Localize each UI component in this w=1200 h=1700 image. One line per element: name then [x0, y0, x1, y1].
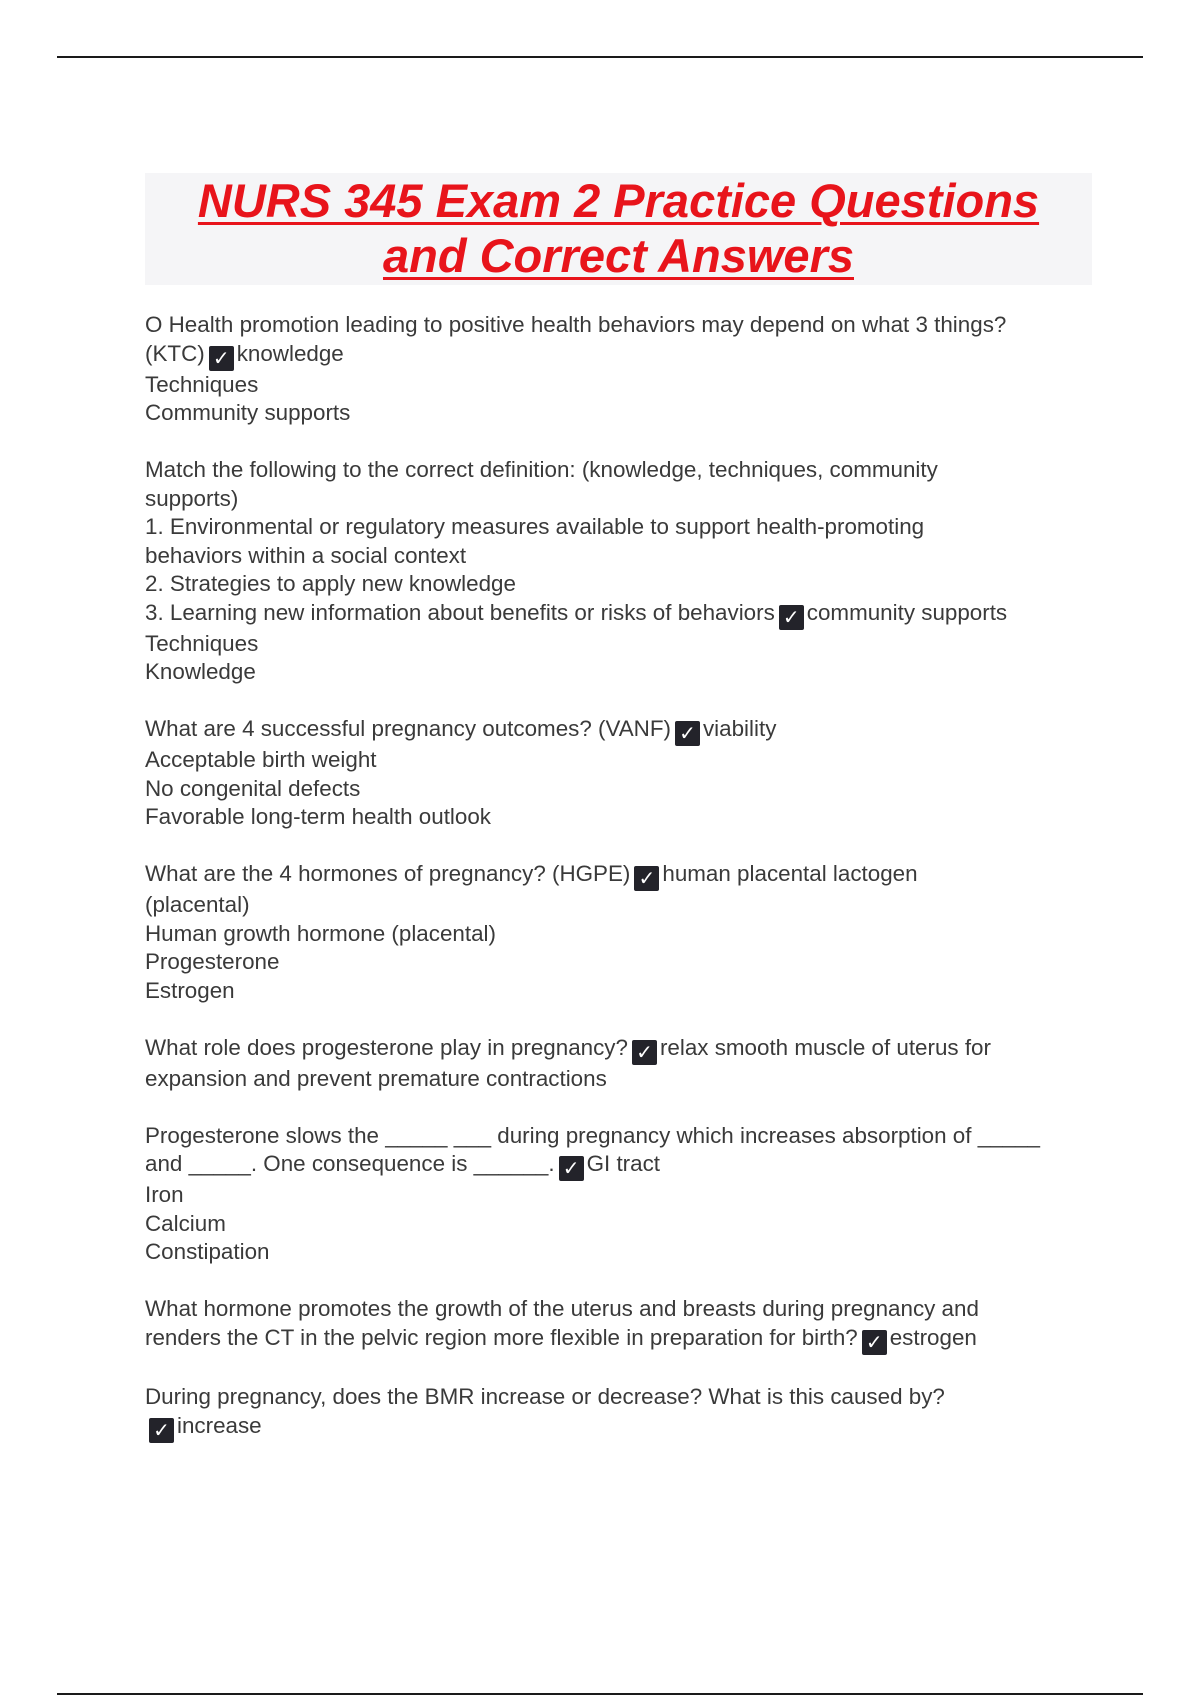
question-text: 2. Strategies to apply new knowledge — [145, 571, 516, 596]
question-line — [145, 340, 1095, 371]
question-text: supports) — [145, 485, 239, 511]
question-line — [145, 1412, 1095, 1443]
answer-line: Human growth hormone (placental) — [145, 920, 496, 946]
answer-line: Techniques — [145, 371, 259, 397]
answer-line: expansion and prevent premature contractions — [145, 1065, 607, 1091]
question-text: behaviors within a social context — [145, 542, 467, 568]
question-line — [145, 1122, 1095, 1151]
question-text: Match the following to the correct definition: (knowledge, techniques, community — [145, 457, 938, 482]
question-text: and _____. One consequence is ______. — [145, 1151, 555, 1176]
check-box-icon: ✓ — [779, 605, 804, 630]
question-text: renders the CT in the pelvic region more flexible in preparation for birth? — [145, 1324, 858, 1350]
qa-item — [145, 1295, 1095, 1355]
check-box-icon: ✓ — [632, 1040, 657, 1065]
qa-item — [145, 1034, 1095, 1094]
qa-item — [145, 715, 1095, 832]
answer-text: human placental lactogen — [662, 861, 918, 886]
question-line — [145, 1034, 1095, 1065]
answer-line: Techniques — [145, 630, 259, 656]
answer-line: Favorable long-term health outlook — [145, 804, 492, 829]
question-text: What are 4 successful pregnancy outcomes? (VANF) — [145, 716, 671, 741]
answer-line: Progesterone — [145, 949, 280, 974]
bottom-rule — [57, 1693, 1143, 1695]
question-line — [145, 1383, 1095, 1412]
answer-line: No congenital defects — [145, 775, 361, 801]
question-line — [145, 715, 1095, 746]
question-list — [145, 311, 1095, 1471]
answer-line: Knowledge — [145, 659, 256, 684]
question-text: 3. Learning new information about benefits or risks of behaviors — [145, 599, 775, 625]
question-line — [145, 570, 1095, 599]
check-box-icon: ✓ — [675, 721, 700, 746]
question-line — [145, 1295, 1095, 1324]
question-text: O Health promotion leading to positive health behaviors may depend on what 3 things? — [145, 312, 1007, 337]
answer-line: Community supports — [145, 400, 351, 425]
document-title — [145, 173, 1092, 285]
question-line — [145, 485, 1095, 514]
question-text: What role does progesterone play in pregnancy? — [145, 1034, 628, 1060]
answer-text: relax smooth muscle of uterus for — [659, 1034, 991, 1060]
question-line — [145, 456, 1095, 485]
answer-line: Acceptable birth weight — [145, 747, 377, 772]
qa-item — [145, 860, 1095, 1005]
question-line — [145, 513, 1095, 542]
question-text: What are the 4 hormones of pregnancy? (HGPE) — [145, 861, 631, 886]
check-box-icon: ✓ — [862, 1330, 887, 1355]
answer-text: viability — [702, 716, 777, 741]
check-box-icon: ✓ — [559, 1156, 584, 1181]
answer-text: estrogen — [889, 1324, 977, 1350]
answer-line: Calcium — [145, 1210, 226, 1236]
question-line — [145, 860, 1095, 891]
answer-line: (placental) — [145, 892, 250, 917]
question-text: 1. Environmental or regulatory measures available to support health-promoting — [145, 514, 925, 539]
qa-item — [145, 311, 1095, 428]
check-box-icon: ✓ — [149, 1418, 174, 1443]
answer-line: Constipation — [145, 1239, 270, 1264]
question-text: What hormone promotes the growth of the uterus and breasts during pregnancy and — [145, 1296, 979, 1321]
question-line — [145, 311, 1095, 340]
answer-text: community supports — [806, 599, 1008, 625]
answer-text: increase — [177, 1412, 262, 1438]
question-line — [145, 542, 1095, 571]
qa-item — [145, 1383, 1095, 1443]
answer-text: GI tract — [586, 1151, 660, 1176]
question-text: During pregnancy, does the BMR increase or decrease? What is this caused by? — [145, 1384, 945, 1409]
question-line — [145, 599, 1095, 630]
check-box-icon: ✓ — [634, 866, 659, 891]
top-rule — [57, 56, 1143, 58]
answer-line: Estrogen — [145, 977, 235, 1003]
question-line — [145, 1150, 1095, 1181]
qa-item — [145, 1122, 1095, 1267]
answer-text: knowledge — [236, 340, 344, 366]
qa-item — [145, 456, 1095, 687]
question-line — [145, 1324, 1095, 1355]
answer-line: Iron — [145, 1182, 184, 1207]
title-line-2: and Correct Answers — [382, 229, 854, 282]
question-text: Progesterone slows the _____ ___ during pregnancy which increases absorption of _____ — [145, 1122, 1040, 1148]
question-text: (KTC) — [145, 340, 205, 366]
title-line-1: NURS 345 Exam 2 Practice Questions — [197, 174, 1040, 227]
check-box-icon: ✓ — [209, 346, 234, 371]
